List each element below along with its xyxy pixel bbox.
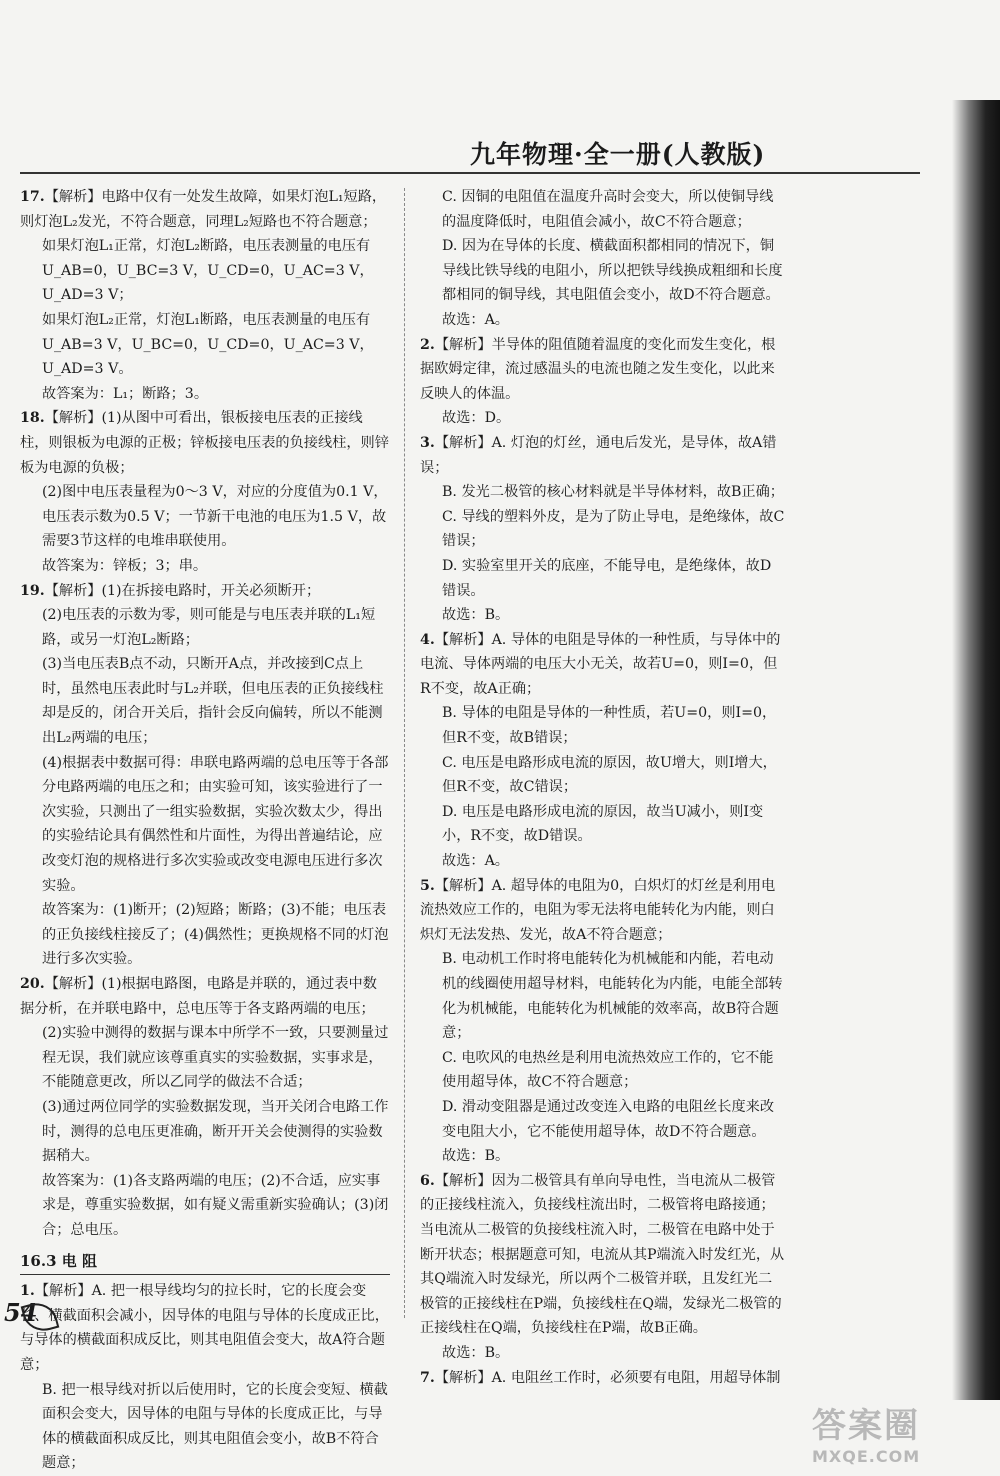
question-number: 4. <box>420 631 435 648</box>
paragraph-text: D. 滑动变阻器是通过改变连入电路的电阻丝长度来改变电阻大小，它不能使用超导体，故D不符合题意。 <box>442 1098 775 1140</box>
answer-paragraph <box>20 1169 390 1243</box>
paragraph-text: B. 把一根导线对折以后使用时，它的长度会变短、横截面积会变大，因导体的电阻与导体的长度成正比，与导体的横截面积成反比，则其电阻值会变小，故B不符合题意； <box>42 1381 388 1472</box>
paragraph-text: 【解析】A. 导体的电阻是导体的一种性质，与导体中的电流、导体两端的电压大小无关，故若U=0，则I=0，但R不变，故A正确； <box>420 631 781 697</box>
paragraph-text: 故选：B。 <box>442 1148 510 1165</box>
paragraph-text: C. 电吹风的电热丝是利用电流热效应工作的，它不能使用超导体，故C不符合题意； <box>442 1049 774 1091</box>
scan-edge-shadow <box>952 100 1000 1400</box>
answer-paragraph <box>20 308 390 382</box>
answer-paragraph <box>420 1341 785 1366</box>
paragraph-text: 故选：A。 <box>442 311 509 328</box>
paragraph-text: C. 电压是电路形成电流的原因，故U增大，则I增大，但R不变，故C错误； <box>442 754 777 796</box>
answer-paragraph <box>420 701 785 750</box>
answer-paragraph <box>420 947 785 1045</box>
answer-paragraph <box>420 505 785 554</box>
paragraph-text: B. 发光二极管的核心材料就是半导体材料，故B正确； <box>442 484 784 501</box>
answer-paragraph <box>20 898 390 972</box>
paragraph-text: (3)通过两位同学的实验数据发现，当开关闭合电路工作时，测得的总电压更准确，断开开关会使测得的实验数据稍大。 <box>42 1098 389 1165</box>
question-paragraph <box>20 1279 390 1377</box>
answer-paragraph <box>20 652 390 750</box>
answer-paragraph <box>420 849 785 874</box>
paragraph-text: 故答案为：(1)断开；(2)短路；断路；(3)不能；电压表的正负接线柱接反了；(4)偶然性；更换规格不同的灯泡进行多次实验。 <box>42 902 389 968</box>
page-header-title: 九年物理·全一册(人教版) <box>470 140 766 169</box>
paragraph-text: C. 因铜的电阻值在温度升高时会变大，所以使铜导线的温度降低时，电阻值会减小，故C不符合题意； <box>442 189 774 230</box>
paragraph-text: (2)图中电压表量程为0～3 V，对应的分度值为0.1 V，电压表示数为0.5 V；一节新干电池的电压为1.5 V，故需要3节这样的电堆串联使用。 <box>42 484 388 550</box>
paragraph-text: (2)实验中测得的数据与课本中所学不一致，只要测量过程无误，我们就应该尊重真实的实验数据，实事求是，不能随意更改，所以乙同学的做法不合适； <box>42 1025 389 1091</box>
answer-paragraph <box>420 1046 785 1095</box>
paragraph-text: (4)根据表中数据可得：串联电路两端的总电压等于各部分电路两端的电压之和；由实验可知，该实验进行了一次实验，只测出了一组实验数据，实验次数太少，得出的实验结论具有偶然性和片面性，为得出普遍结论，应改变灯泡的规格进行多次实验或改变电源电压进行多次实验。 <box>42 754 389 894</box>
answer-paragraph <box>420 480 785 505</box>
paragraph-text: D. 实验室里开关的底座，不能导电，是绝缘体，故D错误。 <box>442 557 772 599</box>
paragraph-text: 【解析】A. 电阻丝工作时，必须要有电阻，用超导体制 <box>434 1369 781 1386</box>
watermark-en: MXQE.COM <box>812 1447 921 1466</box>
question-number: 1. <box>20 1283 35 1300</box>
paragraph-text: 故答案为：锌板；3；串。 <box>42 557 208 574</box>
paragraph-text: D. 电压是电路形成电流的原因，故当U减小，则I变小，R不变，故D错误。 <box>442 803 764 845</box>
question-paragraph <box>420 874 785 948</box>
question-number: 3. <box>420 434 435 451</box>
paragraph-text: 故选：B。 <box>442 1344 510 1361</box>
answer-paragraph <box>420 1095 785 1144</box>
paragraph-text: 故选：D。 <box>442 410 511 427</box>
answer-paragraph <box>20 382 390 407</box>
question-paragraph <box>20 406 390 480</box>
question-number: 5. <box>420 877 435 894</box>
header-rule <box>20 172 920 174</box>
watermark-cn: 答案圈 <box>812 1406 920 1446</box>
question-paragraph <box>20 972 390 1021</box>
paragraph-text: 【解析】电路中仅有一处发生故障，如果灯泡L₁短路，则灯泡L₂发光，不符合题意，同理L₂短路也不符合题意； <box>20 189 387 230</box>
watermark-logo <box>812 1398 982 1464</box>
paragraph-text: B. 导体的电阻是导体的一种性质，若U=0，则I=0，但R不变，故B错误； <box>442 705 777 747</box>
paragraph-text: 如果灯泡L₂正常，灯泡L₁断路，电压表测量的电压有U_AB=3 V，U_BC=0，U_CD=0，U_AC=3 V，U_AD=3 V。 <box>42 311 374 378</box>
answer-paragraph <box>20 554 390 579</box>
paragraph-text: 【解析】半导体的阻值随着温度的变化而发生变化，根据欧姆定律，流过感温头的电流也随之发生变化，以此来反映人的体温。 <box>420 336 776 402</box>
answer-paragraph <box>420 406 785 431</box>
question-paragraph <box>20 185 390 234</box>
paragraph-text: 【解析】(1)从图中可看出，银板接电压表的正接线柱，则银板为电源的正极；锌板接电压表的负接线柱，则锌板为电源的负极； <box>20 410 389 476</box>
paragraph-text: 【解析】(1)在拆接电路时，开关必须断开； <box>44 582 321 599</box>
answer-paragraph <box>420 603 785 628</box>
paragraph-text: C. 导线的塑料外皮，是为了防止导电，是绝缘体，故C错误； <box>442 508 785 550</box>
answer-paragraph <box>420 185 785 234</box>
question-number: 19. <box>20 582 45 599</box>
question-paragraph <box>420 628 785 702</box>
answer-paragraph <box>20 480 390 554</box>
question-number: 18. <box>20 410 45 427</box>
right-column <box>420 185 785 1390</box>
question-number: 17. <box>20 189 45 205</box>
paragraph-text: (3)当电压表B点不动，只断开A点，并改接到C点上时，虽然电压表此时与L₂并联，但电压表的正负接线柱却是反的，闭合开关后，指针会反向偏转，所以不能测出L₂两端的电压； <box>42 656 384 747</box>
question-number: 6. <box>420 1172 435 1189</box>
question-number: 7. <box>420 1369 435 1386</box>
question-number: 2. <box>420 336 435 353</box>
page-number-text: 54 <box>4 1298 38 1327</box>
paragraph-text: 【解析】(1)根据电路图，电路是并联的，通过表中数据分析，在并联电路中，总电压等于各支路两端的电压； <box>20 976 377 1017</box>
answer-paragraph <box>20 1095 390 1169</box>
question-paragraph <box>20 579 390 604</box>
question-paragraph <box>420 1169 785 1341</box>
column-divider <box>404 188 405 1318</box>
page-number <box>4 1298 50 1334</box>
paragraph-text: 故选：B。 <box>442 607 510 624</box>
answer-paragraph <box>420 554 785 603</box>
paragraph-text: B. 电动机工作时将电能转化为机械能和内能，若电动机的线圈使用超导材料，电能转化为内能，电能全部转化为机械能，电能转化为机械能的效率高，故B符合题意； <box>442 951 783 1042</box>
answer-paragraph <box>20 1021 390 1095</box>
answer-paragraph <box>420 1144 785 1169</box>
section-title: 16.3 电 阻 <box>20 1249 390 1276</box>
question-paragraph <box>420 1366 785 1391</box>
paragraph-text: 【解析】A. 灯泡的灯丝，通电后发光，是导体，故A错误； <box>420 434 777 476</box>
question-paragraph <box>420 431 785 480</box>
paragraph-text: 故选：A。 <box>442 853 509 870</box>
question-number: 20. <box>20 976 45 992</box>
answer-paragraph <box>420 800 785 849</box>
paragraph-text: D. 因为在导体的长度、横截面积都相同的情况下，铜导线比铁导线的电阻小，所以把铁导线换成粗细和长度都相同的铜导线，其电阻值会变小，故D不符合题意。 <box>442 238 783 304</box>
answer-paragraph <box>20 1378 390 1476</box>
paragraph-text: 【解析】因为二极管具有单向导电性，当电流从二极管的正接线柱流入，负接线柱流出时，二极管将电路接通；当电流从二极管的负接线柱流入时，二极管在电路中处于断开状态；根据题意可知，电流从其P端流入时发红光，从其Q端流入时发绿光，所以两个二极管并联，且发红光二极管的正接线柱在P端，负接线柱在Q端，发绿光二极管的正接线柱在Q端，负接线柱在P端，故B正确。 <box>420 1172 785 1337</box>
answer-paragraph <box>20 603 390 652</box>
paragraph-text: 【解析】A. 把一根导线均匀的拉长时，它的长度会变长、横截面积会减小，因导体的电阻与导体的长度成正比，与导体的横截面积成反比，则其电阻值会变大，故A符合题意； <box>20 1283 389 1373</box>
paragraph-text: 【解析】A. 超导体的电阻为0，白炽灯的灯丝是利用电流热效应工作的，电阻为零无法将电能转化为内能，则白炽灯无法发热、发光，故A不符合题意； <box>420 877 776 943</box>
answer-paragraph <box>420 234 785 308</box>
answer-paragraph <box>420 751 785 800</box>
paragraph-text: 故答案为：L₁；断路；3。 <box>42 385 209 402</box>
answer-paragraph <box>420 308 785 333</box>
paragraph-text: 故答案为：(1)各支路两端的电压；(2)不合适，应实事求是，尊重实验数据，如有疑义需重新实验确认；(3)闭合；总电压。 <box>42 1172 389 1238</box>
answer-paragraph <box>20 234 390 308</box>
paragraph-text: (2)电压表的示数为零，则可能是与电压表并联的L₁短路，或另一灯泡L₂断路； <box>42 607 376 648</box>
question-paragraph <box>420 333 785 407</box>
answer-paragraph <box>20 751 390 899</box>
paragraph-text: 如果灯泡L₁正常，灯泡L₂断路，电压表测量的电压有U_AB=0，U_BC=3 V，U_CD=0，U_AC=3 V，U_AD=3 V； <box>42 238 374 304</box>
left-column <box>20 185 390 1476</box>
